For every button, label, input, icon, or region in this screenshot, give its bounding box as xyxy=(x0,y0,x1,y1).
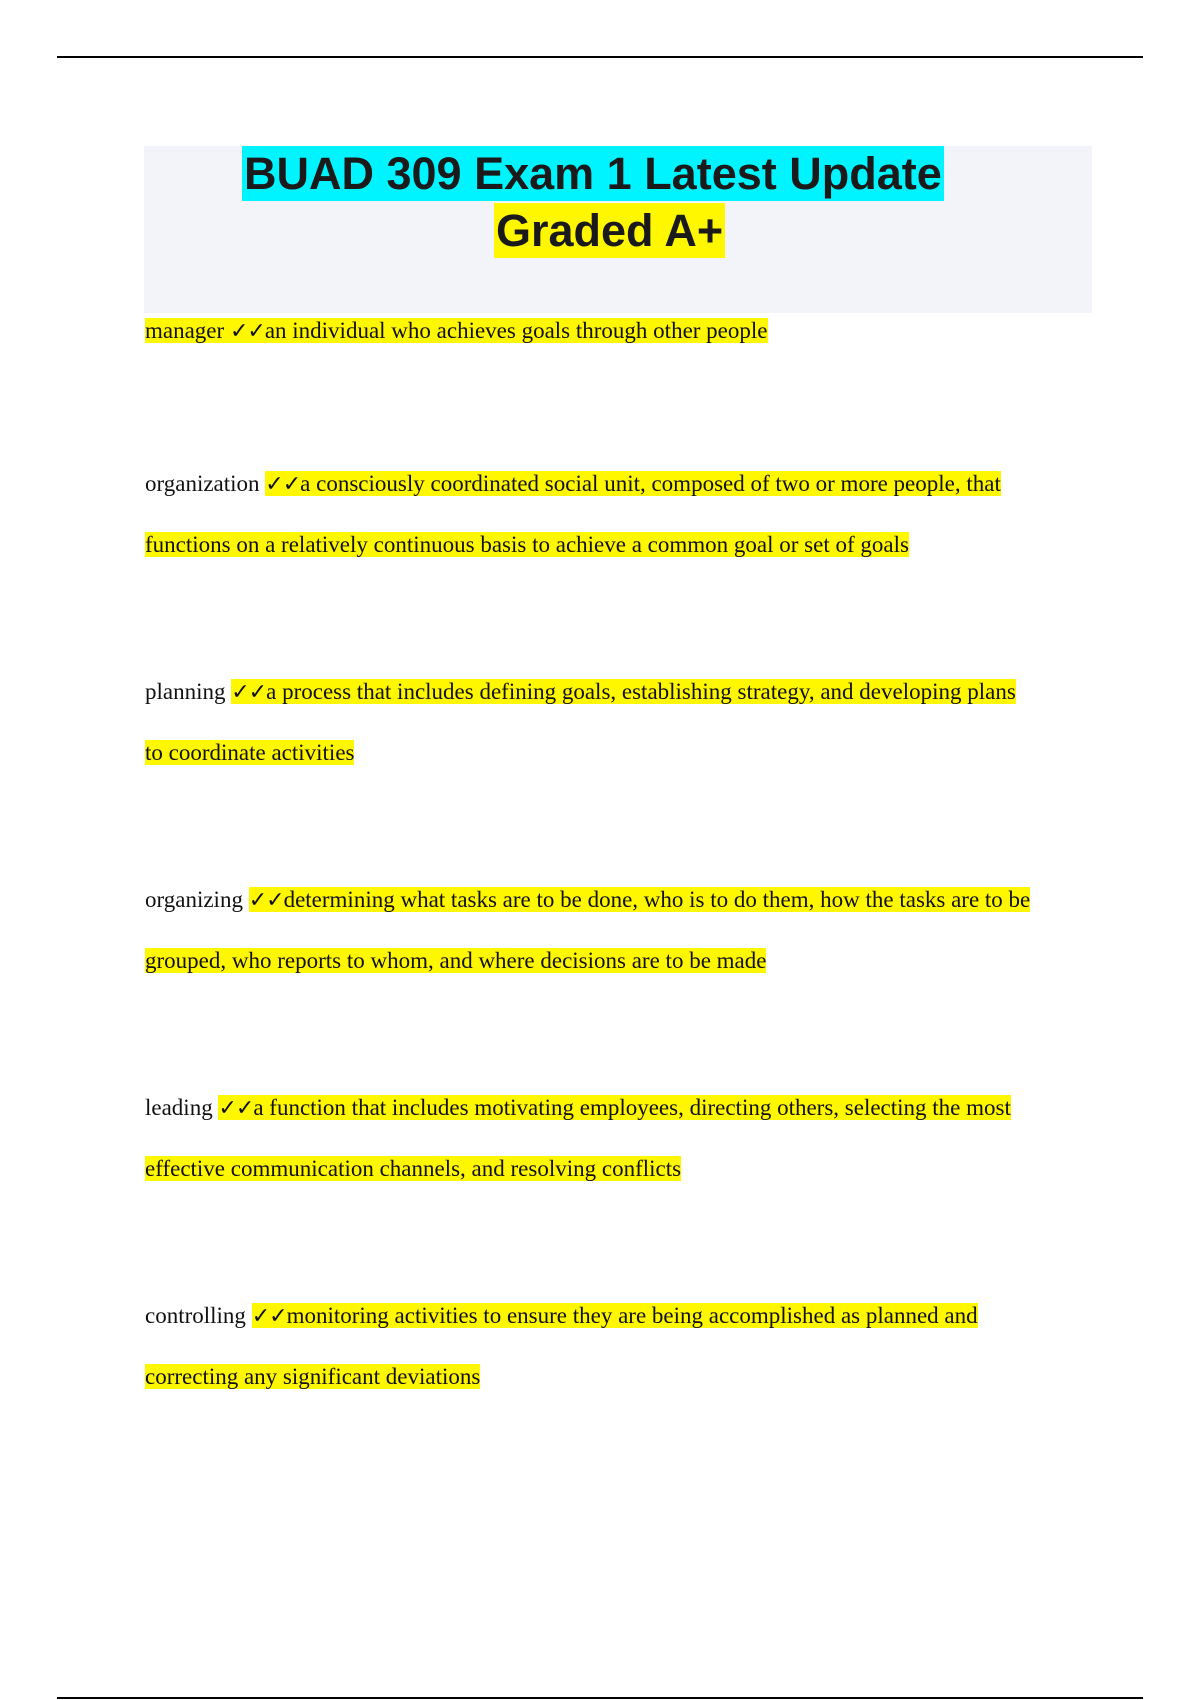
entry-controlling-continued xyxy=(145,1346,1095,1407)
definition-line: correcting any significant deviations xyxy=(145,1364,481,1389)
entry-leading xyxy=(145,1077,1095,1139)
definition-line: a function that includes motivating employees, directing others, selecting the most xyxy=(253,1095,1011,1120)
document-title-line-2: Graded A+ xyxy=(496,205,724,256)
entry-organizing-continued xyxy=(145,930,1095,991)
entry-planning-continued xyxy=(145,722,1095,783)
double-check-icon: ✓✓ xyxy=(231,680,267,705)
term: leading xyxy=(145,1095,213,1120)
footer-rule xyxy=(57,1697,1143,1699)
term: organization xyxy=(145,471,260,496)
definition-line: determining what tasks are to be done, who is to do them, how the tasks are to be xyxy=(283,887,1031,912)
definition-line: monitoring activities to ensure they are being accomplished as planned and xyxy=(286,1303,978,1328)
term: manager xyxy=(145,318,225,343)
term: controlling xyxy=(145,1303,246,1328)
definition-line: effective communication channels, and resolving conflicts xyxy=(145,1156,682,1181)
double-check-icon: ✓✓ xyxy=(248,888,284,913)
title-banner xyxy=(144,146,1092,313)
entry-leading-continued xyxy=(145,1138,1095,1199)
entry-organization-continued xyxy=(145,514,1095,575)
definition-line: to coordinate activities xyxy=(145,740,355,765)
document-title-line-1: BUAD 309 Exam 1 Latest Update xyxy=(244,148,942,199)
term: organizing xyxy=(145,887,243,912)
definition-line: grouped, who reports to whom, and where decisions are to be made xyxy=(145,948,767,973)
definition-line: an individual who achieves goals through other people xyxy=(264,318,768,343)
entry-controlling xyxy=(145,1285,1095,1347)
header-rule xyxy=(57,56,1143,58)
definition-line: a consciously coordinated social unit, composed of two or more people, that xyxy=(300,471,1001,496)
double-check-icon: ✓✓ xyxy=(251,1304,287,1329)
term: planning xyxy=(145,679,226,704)
definition-line: a process that includes defining goals, establishing strategy, and developing plans xyxy=(266,679,1016,704)
definition-line: functions on a relatively continuous basis to achieve a common goal or set of goals xyxy=(145,532,909,557)
entry-organizing xyxy=(145,869,1095,931)
double-check-icon: ✓✓ xyxy=(265,472,301,497)
entry-planning xyxy=(145,661,1095,723)
double-check-icon: ✓✓ xyxy=(229,319,265,344)
entry-manager xyxy=(145,300,1095,362)
double-check-icon: ✓✓ xyxy=(218,1096,254,1121)
entry-organization xyxy=(145,453,1095,515)
